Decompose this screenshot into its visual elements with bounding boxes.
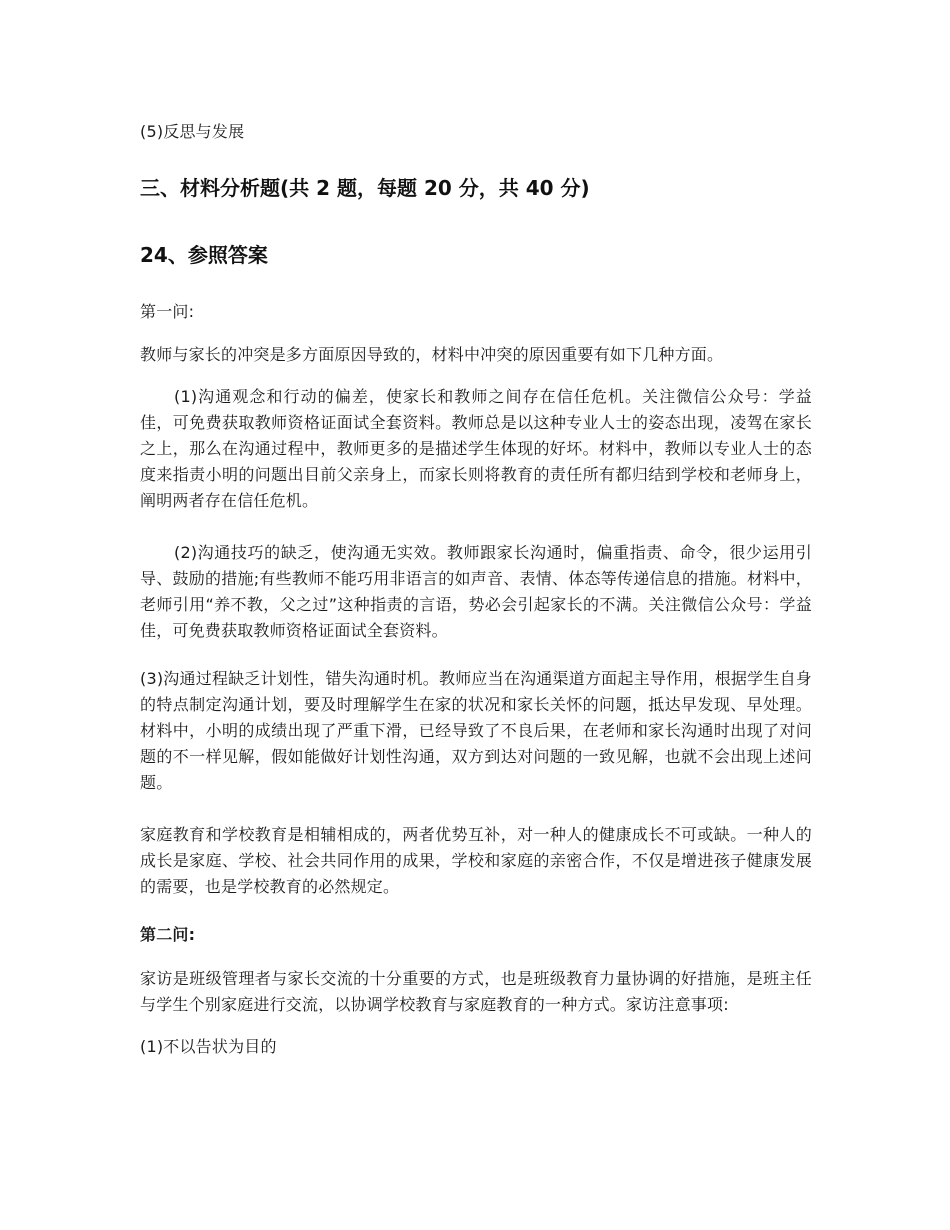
question-one-label: 第一问:: [140, 302, 195, 321]
answer-heading: 24、参照答案: [140, 243, 268, 267]
paragraph-reflection: (5)反思与发展: [140, 122, 245, 141]
paragraph-reason-3: (3)沟通过程缺乏计划性，错失沟通时机。教师应当在沟通渠道方面起主导作用，根据学生自身的特点制定沟通计划，要及时理解学生在家的状况和家长关怀的问题，抵达早发现、早处理。材料中，小明的成绩出现了严重下滑，已经导致了不良后果，在老师和家长沟通时出现了对问题的不一样见解，假如能做好计划性沟通，双方到达对问题的一致见解，也就不会出现上述问题。: [140, 669, 812, 792]
paragraph-intro: 教师与家长的冲突是多方面原因导致的，材料中冲突的原因重要有如下几种方面。: [140, 345, 724, 364]
section-heading: 三、材料分析题(共 2 题，每题 20 分，共 40 分): [140, 176, 590, 200]
question-two-label: 第二问:: [140, 925, 196, 944]
paragraph-summary: 家庭教育和学校教育是相辅相成的，两者优势互补，对一种人的健康成长不可或缺。一种人的成长是家庭、学校、社会共同作用的成果，学校和家庭的亲密合作，不仅是增进孩子健康发展的需要，也是学校教育的必然规定。: [140, 825, 812, 896]
paragraph-reason-2: (2)沟通技巧的缺乏，使沟通无实效。教师跟家长沟通时，偏重指责、命令，很少运用引导、鼓励的措施;有些教师不能巧用非语言的如声音、表情、体态等传递信息的措施。材料中，老师引用“养不教，父之过”这种指责的言语，势必会引起家长的不满。关注微信公众号：学益佳，可免费获取教师资格证面试全套资料。: [140, 543, 812, 640]
list-item-1: (1)不以告状为目的: [140, 1037, 277, 1056]
paragraph-home-visit: 家访是班级管理者与家长交流的十分重要的方式，也是班级教育力量协调的好措施，是班主任与学生个别家庭进行交流，以协调学校教育与家庭教育的一种方式。家访注意事项:: [140, 969, 812, 1014]
paragraph-reason-1: (1)沟通观念和行动的偏差，使家长和教师之间存在信任危机。关注微信公众号：学益佳，可免费获取教师资格证面试全套资料。教师总是以这种专业人士的姿态出现，凌驾在家长之上，那么在沟通过程中，教师更多的是描述学生体现的好坏。材料中，教师以专业人士的态度来指责小明的问题出目前父亲身上，而家长则将教育的责任所有都归结到学校和老师身上，阐明两者存在信任危机。: [140, 387, 812, 510]
